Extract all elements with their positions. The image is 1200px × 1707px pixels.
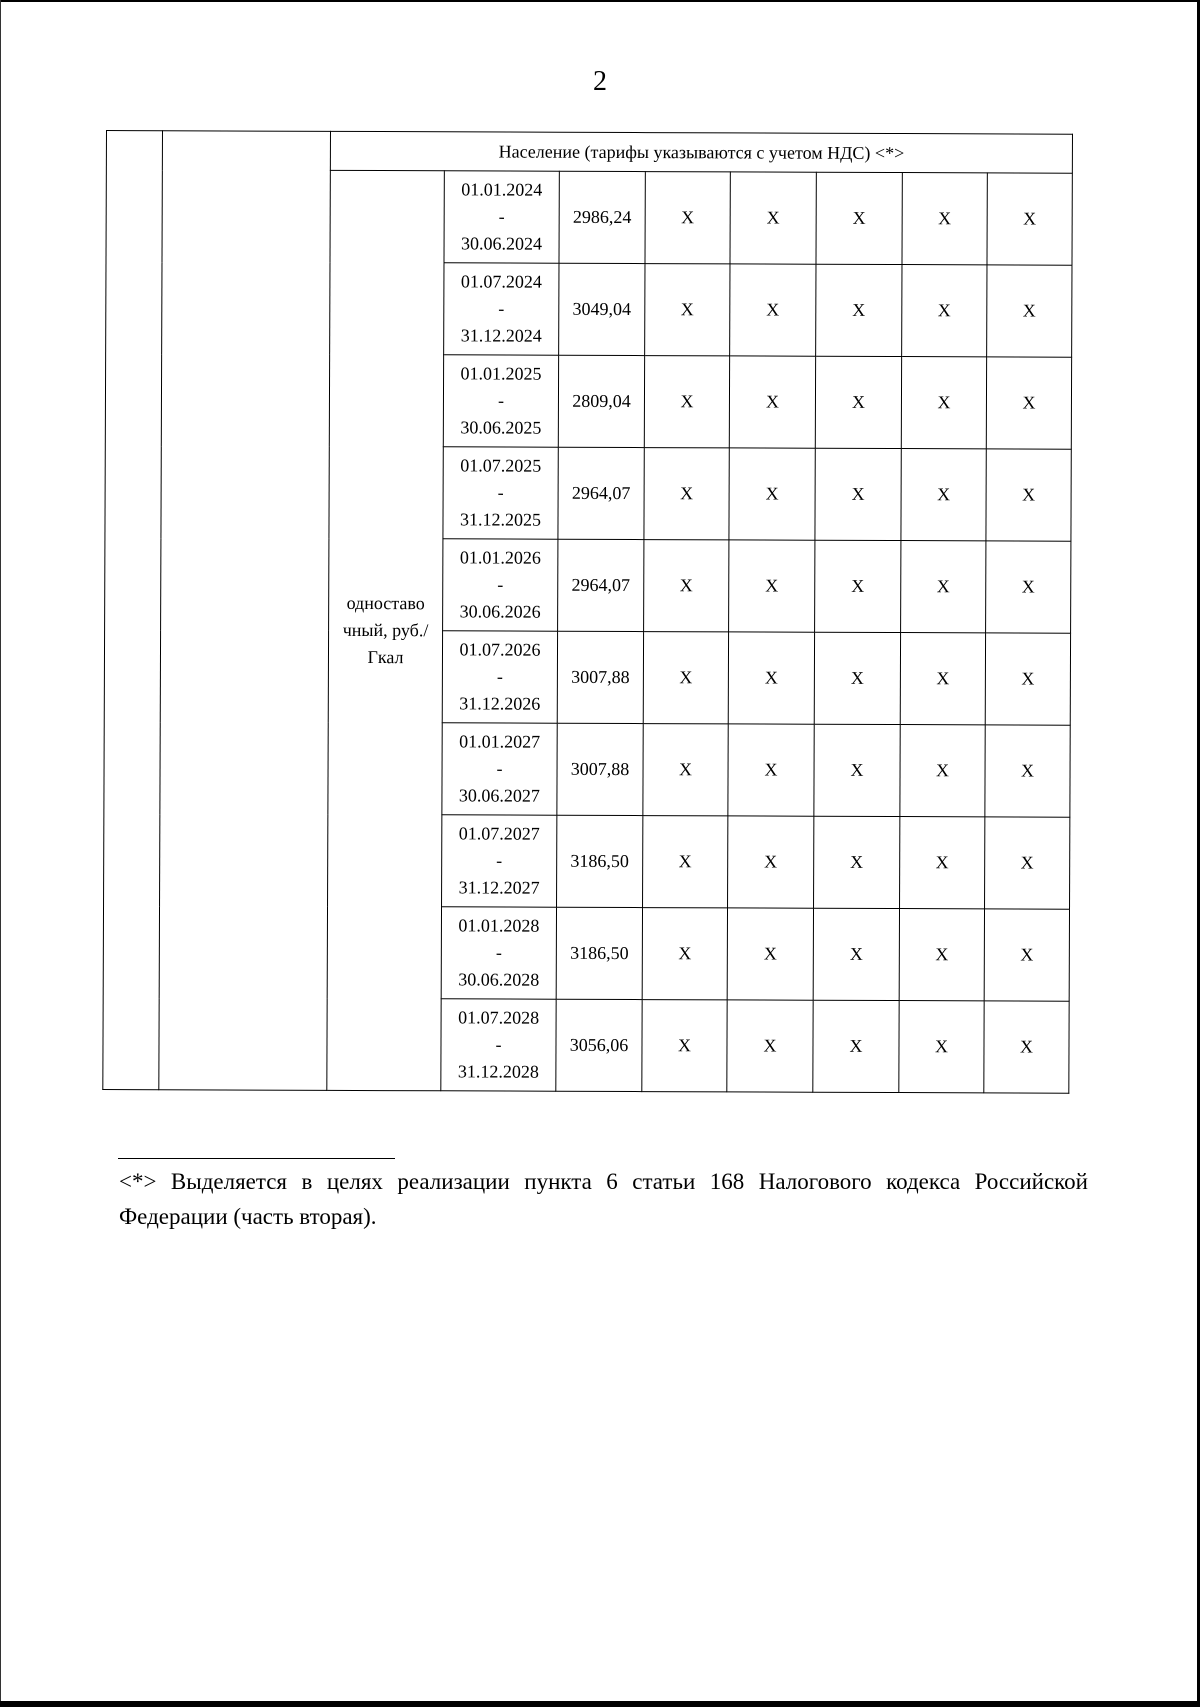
period-end: 31.12.2024: [460, 325, 542, 346]
period-sep: -: [496, 758, 503, 779]
not-applicable-mark: X: [899, 1001, 984, 1093]
period-sep: -: [495, 942, 502, 963]
period-cell: [441, 999, 556, 1091]
not-applicable-mark: X: [815, 540, 901, 632]
period-end: 31.12.2026: [459, 693, 541, 714]
tariff-value-cell: 3056,06: [556, 999, 642, 1091]
not-applicable-mark: X: [644, 448, 729, 540]
period-start: 01.07.2028: [458, 1007, 540, 1028]
not-applicable-mark: X: [902, 265, 987, 357]
period-sep: -: [496, 850, 503, 871]
period-cell: [443, 539, 558, 631]
empty-name-column: [159, 131, 331, 1091]
period-sep: -: [497, 390, 505, 411]
not-applicable-mark: X: [645, 264, 730, 356]
not-applicable-mark: X: [728, 724, 814, 816]
not-applicable-mark: X: [900, 633, 985, 725]
period-end: 31.12.2028: [457, 1061, 539, 1082]
tariff-value-cell: 3186,50: [556, 907, 642, 999]
not-applicable-mark: X: [985, 633, 1070, 725]
not-applicable-mark: X: [987, 265, 1072, 357]
tariff-table: [102, 130, 1073, 1094]
not-applicable-mark: X: [643, 816, 728, 908]
not-applicable-mark: X: [816, 264, 902, 356]
not-applicable-mark: X: [727, 908, 813, 1000]
period-cell: [443, 447, 558, 539]
not-applicable-mark: X: [984, 1001, 1069, 1093]
period-start: 01.01.2025: [460, 363, 542, 384]
not-applicable-mark: X: [814, 816, 900, 908]
period-cell: [442, 723, 557, 815]
period-start: 01.01.2026: [459, 547, 541, 568]
period-sep: -: [498, 206, 505, 227]
not-applicable-mark: X: [727, 1000, 813, 1092]
not-applicable-mark: X: [645, 172, 730, 264]
tariff-value-cell: 2809,04: [558, 355, 644, 447]
not-applicable-mark: X: [814, 632, 900, 724]
not-applicable-mark: X: [729, 356, 815, 448]
footnote-rule: [118, 1158, 395, 1159]
not-applicable-mark: X: [730, 264, 816, 356]
not-applicable-mark: X: [985, 817, 1070, 909]
not-applicable-mark: X: [643, 724, 728, 816]
tariff-value-cell: 3007,88: [557, 631, 643, 723]
not-applicable-mark: X: [985, 725, 1070, 817]
footnote-text: <*> Выделяется в целях реализации пункта 6 статьи 168 Налогового кодекса Российской Федерации (часть вторая).: [119, 1169, 1088, 1229]
not-applicable-mark: X: [728, 816, 814, 908]
not-applicable-mark: X: [815, 356, 901, 448]
not-applicable-mark: X: [984, 909, 1069, 1001]
not-applicable-mark: X: [643, 632, 728, 724]
period-cell: [443, 355, 558, 447]
period-start: 01.07.2027: [458, 823, 540, 844]
period-end: 31.12.2027: [458, 877, 540, 898]
period-sep: -: [495, 1034, 502, 1055]
tariff-value-cell: 2964,07: [558, 539, 644, 631]
period-start: 01.07.2024: [460, 271, 542, 292]
unit-cell: одноставо чный, руб./Гкал: [327, 170, 445, 1090]
scan-edge-bottom: [0, 1701, 1200, 1707]
period-sep: -: [497, 482, 504, 503]
period-end: 30.06.2027: [458, 785, 540, 806]
not-applicable-mark: X: [816, 172, 902, 264]
period-end: 30.06.2026: [459, 601, 541, 622]
period-end: 31.12.2025: [459, 509, 542, 530]
not-applicable-mark: X: [815, 448, 901, 540]
tariff-value-cell: 2986,24: [559, 171, 645, 263]
period-start: 01.07.2026: [459, 639, 541, 660]
tariff-value-cell: 2964,07: [558, 447, 644, 539]
not-applicable-mark: X: [900, 817, 985, 909]
not-applicable-mark: X: [901, 449, 986, 541]
period-end: 30.06.2028: [458, 969, 540, 990]
not-applicable-mark: X: [902, 173, 987, 265]
period-cell: [444, 171, 559, 263]
period-sep: -: [496, 666, 503, 687]
not-applicable-mark: X: [986, 541, 1071, 633]
tariff-value-cell: 3049,04: [559, 263, 645, 355]
not-applicable-mark: X: [899, 909, 984, 1001]
tariff-value-cell: 3007,88: [557, 723, 643, 815]
not-applicable-mark: X: [813, 908, 899, 1000]
group-header: Население (тарифы указываются с учетом НДС) <*>: [330, 131, 1072, 173]
period-sep: -: [498, 298, 505, 319]
period-cell: [442, 815, 557, 907]
not-applicable-mark: X: [901, 357, 986, 449]
not-applicable-mark: X: [986, 449, 1071, 541]
not-applicable-mark: X: [644, 356, 729, 448]
period-end: 30.06.2024: [461, 233, 543, 254]
period-sep: -: [497, 574, 504, 595]
group-header-row: [106, 131, 1072, 174]
page-number: 2: [593, 66, 607, 97]
period-start: 01.07.2025: [460, 455, 542, 476]
not-applicable-mark: X: [900, 725, 985, 817]
not-applicable-mark: X: [642, 908, 727, 1000]
not-applicable-mark: X: [901, 541, 986, 633]
not-applicable-mark: X: [729, 540, 815, 632]
period-start: 01.01.2024: [461, 179, 543, 200]
period-cell: [444, 263, 559, 355]
period-cell: [442, 631, 557, 723]
period-cell: [441, 907, 556, 999]
not-applicable-mark: X: [644, 540, 729, 632]
period-end: 30.06.2025: [460, 417, 542, 438]
not-applicable-mark: X: [987, 173, 1072, 265]
empty-number-column: [103, 131, 163, 1090]
not-applicable-mark: X: [813, 1000, 899, 1092]
tariff-value-cell: 3186,50: [557, 815, 643, 907]
scan-edge-top: [0, 0, 1200, 2]
not-applicable-mark: X: [728, 632, 814, 724]
period-start: 01.01.2027: [459, 731, 541, 752]
period-start: 01.01.2028: [458, 915, 540, 936]
not-applicable-mark: X: [729, 448, 815, 540]
not-applicable-mark: X: [814, 724, 900, 816]
not-applicable-mark: X: [986, 357, 1071, 449]
not-applicable-mark: X: [730, 172, 816, 264]
scan-edge-left: [0, 0, 1, 1707]
not-applicable-mark: X: [642, 1000, 727, 1092]
